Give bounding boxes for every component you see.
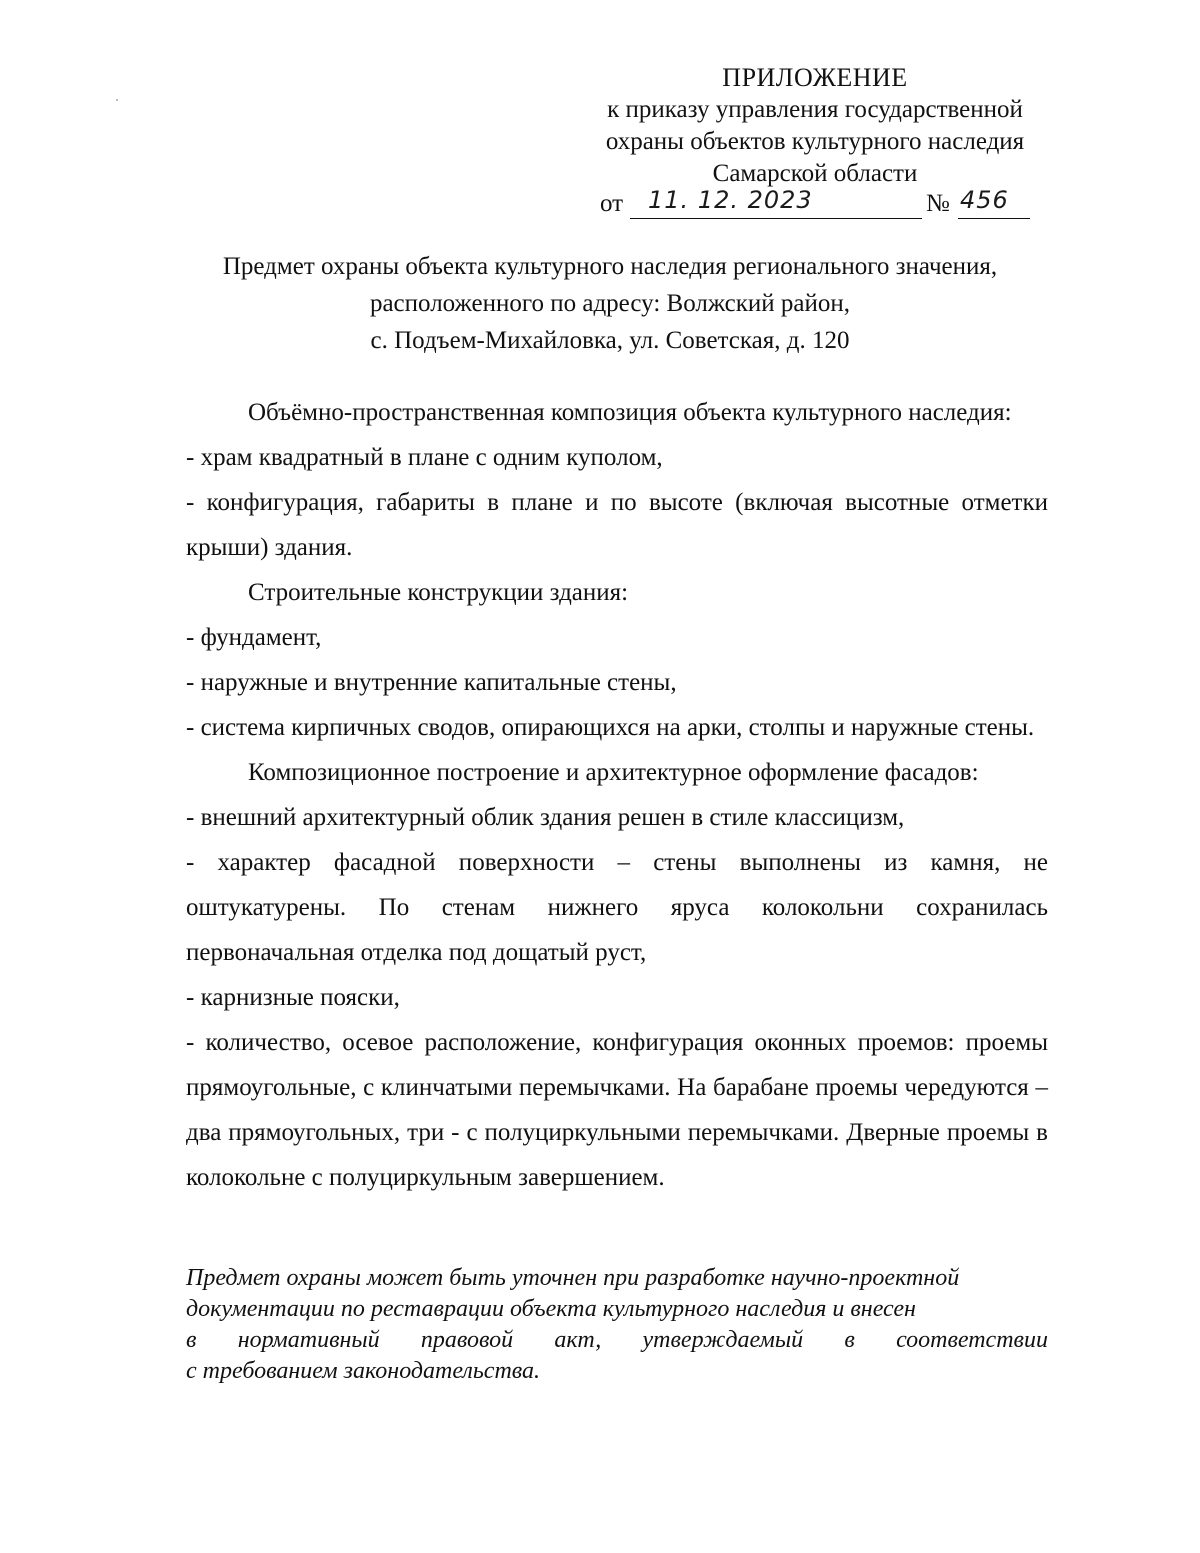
number-label: №: [926, 190, 950, 217]
scan-speck: [116, 99, 118, 101]
note-word: правовой: [420, 1327, 514, 1353]
list-item: - конфигурация, габариты в плане и по высоте (включая высотные отметки крыши) здания.: [186, 489, 1048, 561]
order-date-handwritten: 11. 12. 2023: [648, 186, 813, 214]
section-heading-structures: Строительные конструкции здания:: [248, 579, 629, 606]
order-number-handwritten: 456: [960, 186, 1009, 214]
appendix-line-1: к приказу управления государственной: [607, 96, 1023, 123]
appendix-header: [580, 62, 1050, 190]
subject-line-2: расположенного по адресу: Волжский район,: [369, 290, 851, 317]
note-word: соответствии: [896, 1327, 1048, 1353]
note-word: в: [186, 1327, 197, 1353]
list-item: - система кирпичных сводов, опирающихся на арки, столпы и наружные стены.: [186, 714, 1035, 741]
list-item: - фундамент,: [186, 624, 322, 651]
list-item: - карнизные пояски,: [186, 984, 400, 1011]
subject-line-3: с. Подъем-Михайловка, ул. Советская, д. 120: [370, 327, 850, 354]
subject-line-1: Предмет охраны объекта культурного наследия регионального значения,: [222, 253, 998, 280]
note-line-1: Предмет охраны может быть уточнен при разработке научно-проектной: [186, 1265, 960, 1291]
note-word: нормативный: [237, 1327, 380, 1353]
order-date-number-line: [600, 188, 1040, 222]
list-item: - характер фасадной поверхности – стены выполнены из камня, не оштукатурены. По стенам нижнего яруса колокольни сохранилась первоначальная отделка под дощатый руст,: [186, 849, 1048, 966]
section-heading-facades: Композиционное построение и архитектурное оформление фасадов:: [248, 759, 979, 786]
subject-heading: [180, 248, 1040, 359]
section-heading-composition: Объёмно-пространственная композиция объекта культурного наследия:: [248, 399, 1012, 426]
note-word: акт,: [554, 1327, 602, 1353]
appendix-title: ПРИЛОЖЕНИЕ: [722, 63, 908, 92]
list-item: - внешний архитектурный облик здания решен в стиле классицизм,: [186, 804, 905, 831]
order-date-field: [630, 188, 922, 219]
note-line-4: с требованием законодательства.: [186, 1358, 541, 1384]
date-label: от: [600, 190, 624, 217]
note-line-2: документации по реставрации объекта культурного наследия и внесен: [186, 1296, 916, 1322]
list-item: - количество, осевое расположение, конфигурация оконных проемов: проемы прямоугольные, с клинчатыми перемычками. На барабане проемы чередуются – два прямоугольных, три - с полуциркульными перемычками. Дверные проемы в колокольне с полуциркульным завершением.: [186, 1029, 1048, 1191]
document-body: [186, 390, 1048, 1200]
list-item: - храм квадратный в плане с одним куполом,: [186, 444, 663, 471]
note-word: утверждаемый: [642, 1327, 804, 1353]
clarification-note: [186, 1263, 1048, 1387]
note-word: в: [844, 1327, 855, 1353]
order-number-field: [958, 188, 1030, 219]
appendix-line-2: охраны объектов культурного наследия: [605, 128, 1025, 155]
appendix-line-3: Самарской области: [712, 160, 918, 187]
note-line-3: [186, 1325, 1048, 1356]
list-item: - наружные и внутренние капитальные стены,: [186, 669, 677, 696]
